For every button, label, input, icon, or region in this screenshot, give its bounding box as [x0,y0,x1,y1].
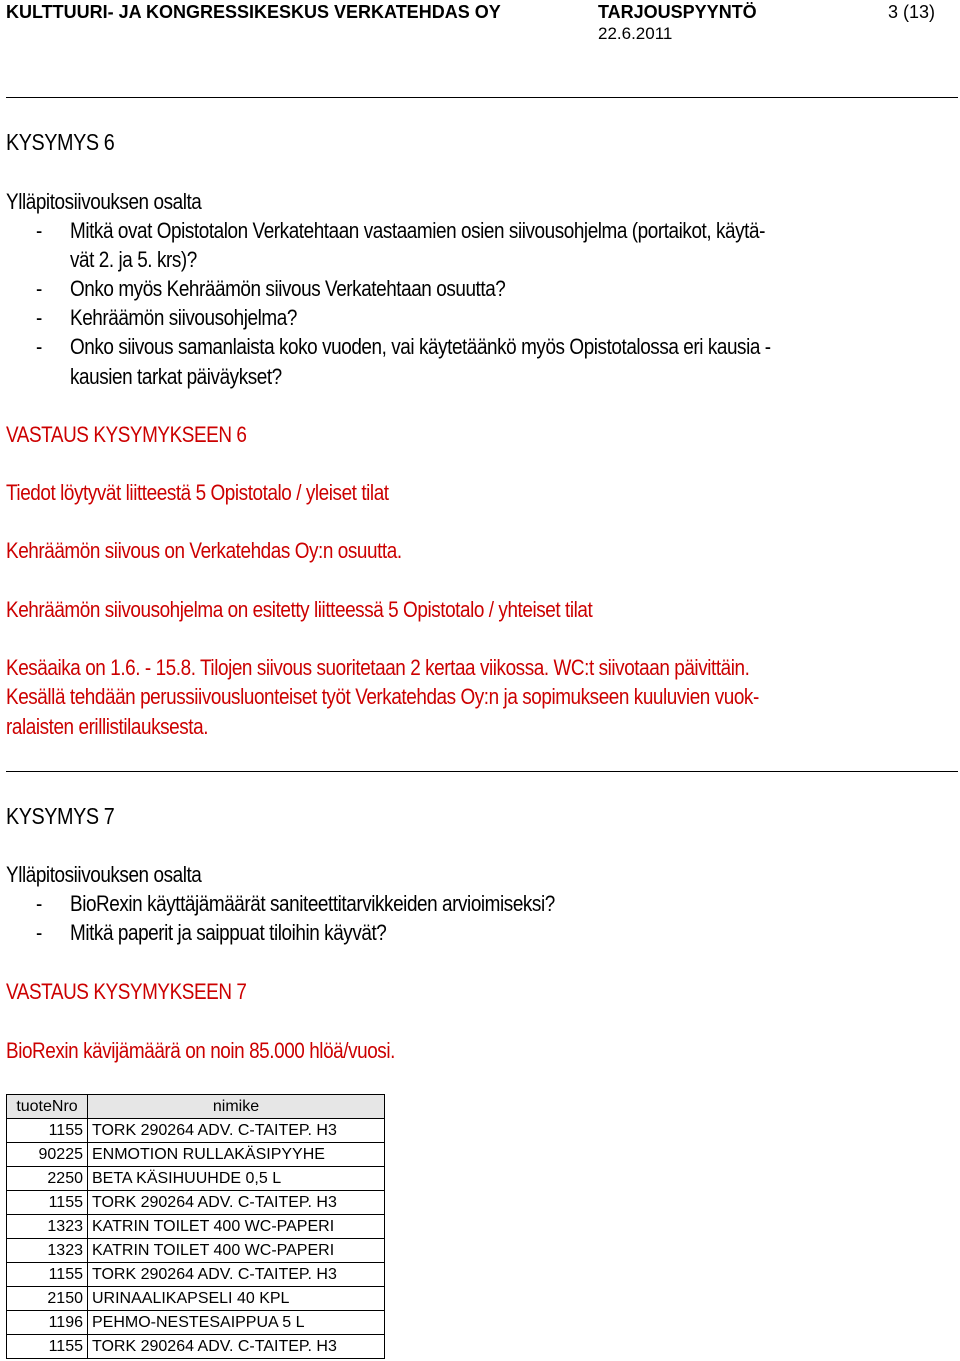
answer-6-paragraph: Kehräämön siivous on Verkatehdas Oy:n osuutta. [6,538,402,563]
product-number: 2250 [7,1167,88,1191]
question-7-item: Mitkä paperit ja saippuat tiloihin käyvät? [70,920,387,945]
product-number: 1155 [7,1119,88,1143]
table-row [7,1143,385,1167]
document-type: TARJOUSPYYNTÖ [598,2,757,22]
table-row [7,1191,385,1215]
page-number: 3 (13) [888,2,936,22]
product-number: 1155 [7,1263,88,1287]
table-row [7,1263,385,1287]
product-name: PEHMO-NESTESAIPPUA 5 L [88,1311,385,1335]
product-name: URINAALIKAPSELI 40 KPL [88,1287,385,1311]
product-number: 1323 [7,1215,88,1239]
product-name: BETA KÄSIHUUHDE 0,5 L [88,1167,385,1191]
table-row [7,1239,385,1263]
question-7-item: BioRexin käyttäjämäärät saniteettitarvikkeiden arvioimiseksi? [70,891,555,916]
product-number: 2150 [7,1287,88,1311]
column-header-tuotenro: tuoteNro [7,1095,88,1119]
answer-6-paragraph: Kesällä tehdään perussiivousluonteiset työt Verkatehdas Oy:n ja sopimukseen kuuluvien vuok- [6,684,759,709]
product-number: 1196 [7,1311,88,1335]
column-header-nimike: nimike [88,1095,385,1119]
product-name: TORK 290264 ADV. C-TAITEP. H3 [88,1263,385,1287]
table-row [7,1119,385,1143]
list-dash: - [36,276,42,301]
product-number: 1155 [7,1335,88,1359]
answer-6-paragraph: Kesäaika on 1.6. - 15.8. Tilojen siivous suoritetaan 2 kertaa viikossa. WC:t siivotaan päivittäin. [6,655,750,680]
question-6-item: Kehräämön siivousohjelma? [70,305,297,330]
answer-6-paragraph: Tiedot löytyvät liitteestä 5 Opistotalo / yleiset tilat [6,480,389,505]
product-number: 90225 [7,1143,88,1167]
question-6-item: vät 2. ja 5. krs)? [70,247,197,272]
product-table [6,1094,385,1359]
question-6-item: Mitkä ovat Opistotalon Verkatehtaan vastaamien osien siivousohjelma (portaikot, käytä- [70,218,765,243]
list-dash: - [36,891,42,916]
section-divider [6,771,958,772]
question-6-item: kausien tarkat päiväykset? [70,364,282,389]
product-name: ENMOTION RULLAKÄSIPYYHE [88,1143,385,1167]
list-dash: - [36,334,42,359]
answer-6-title: VASTAUS KYSYMYKSEEN 6 [6,422,247,447]
answer-6-paragraph: Kehräämön siivousohjelma on esitetty liitteessä 5 Opistotalo / yhteiset tilat [6,597,593,622]
table-row [7,1311,385,1335]
question-6-item: Onko myös Kehräämön siivous Verkatehtaan osuutta? [70,276,506,301]
table-row [7,1167,385,1191]
product-name: TORK 290264 ADV. C-TAITEP. H3 [88,1191,385,1215]
list-dash: - [36,305,42,330]
product-name: TORK 290264 ADV. C-TAITEP. H3 [88,1335,385,1359]
company-name: KULTTUURI- JA KONGRESSIKESKUS VERKATEHDAS OY [6,2,501,22]
product-number: 1323 [7,1239,88,1263]
product-name: TORK 290264 ADV. C-TAITEP. H3 [88,1119,385,1143]
product-name: KATRIN TOILET 400 WC-PAPERI [88,1239,385,1263]
table-row [7,1287,385,1311]
answer-7-paragraph: BioRexin kävijämäärä on noin 85.000 hlöä/vuosi. [6,1038,395,1063]
question-6-title: KYSYMYS 6 [6,129,115,155]
question-6-subtitle: Ylläpitosiivouksen osalta [6,189,202,214]
product-name: KATRIN TOILET 400 WC-PAPERI [88,1215,385,1239]
answer-6-paragraph: ralaisten erillistilauksesta. [6,714,209,739]
product-number: 1155 [7,1191,88,1215]
question-6-item: Onko siivous samanlaista koko vuoden, vai käytetäänkö myös Opistotalossa eri kausia - [70,334,771,359]
answer-7-title: VASTAUS KYSYMYKSEEN 7 [6,979,247,1004]
table-row [7,1215,385,1239]
table-header-row [7,1095,385,1119]
document-date: 22.6.2011 [598,24,673,43]
list-dash: - [36,218,42,243]
question-7-subtitle: Ylläpitosiivouksen osalta [6,862,202,887]
question-7-title: KYSYMYS 7 [6,803,115,829]
list-dash: - [36,920,42,945]
header-divider [6,97,958,98]
table-row [7,1335,385,1359]
